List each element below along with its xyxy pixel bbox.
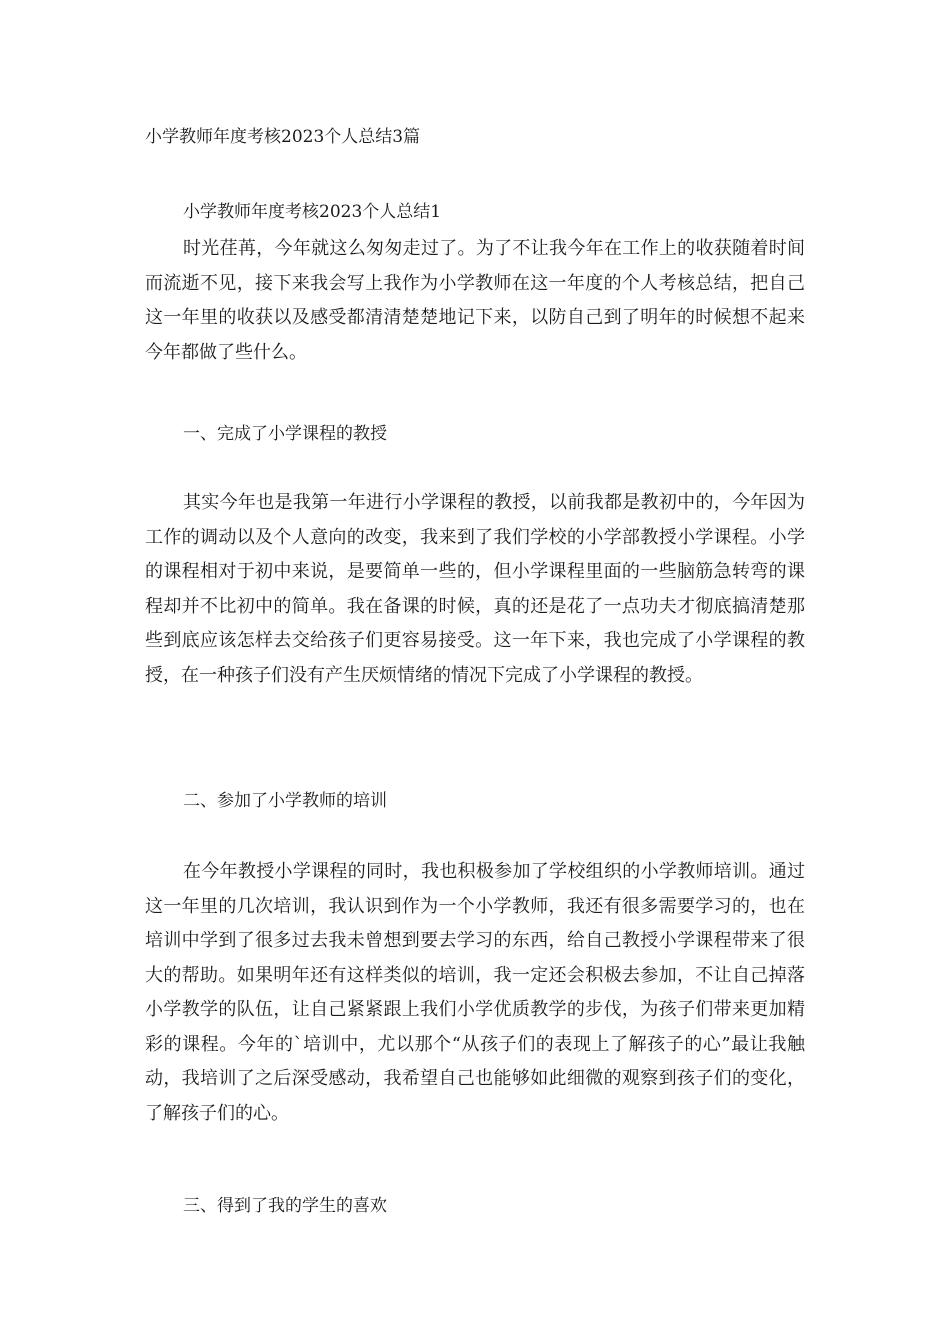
section-heading-1: 一、完成了小学课程的教授	[183, 424, 387, 444]
section-heading-3: 三、得到了我的学生的喜欢	[183, 1196, 387, 1216]
document-title: 小学教师年度考核2023个人总结3篇	[145, 127, 421, 147]
document-subtitle: 小学教师年度考核2023个人总结1	[183, 202, 442, 222]
section-body-1: 其实今年也是我第一年进行小学课程的教授，以前我都是教初中的，今年因为工作的调动以及个人意向的改变，我来到了我们学校的小学部教授小学课程。小学的课程相对于初中来说，是要简单一些的，但小学课程里面的一些脑筋急转弯的课程却并不比初中的简单。我在备课的时候，真的还是花了一点功夫才彻底搞清楚那些到底应该怎样去交给孩子们更容易接受。这一年下来，我也完成了小学课程的教授，在一种孩子们没有产生厌烦情绪的情况下完成了小学课程的教授。	[145, 492, 805, 686]
intro-paragraph: 时光荏苒，今年就这么匆匆走过了。为了不让我今年在工作上的收获随着时间而流逝不见，接下来我会写上我作为小学教师在这一年度的个人考核总结，把自己这一年里的收获以及感受都清清楚楚地记下来，以防自己到了明年的时候想不起来今年都做了些什么。	[145, 238, 805, 363]
section-body-2: 在今年教授小学课程的同时，我也积极参加了学校组织的小学教师培训。通过这一年里的几次培训，我认识到作为一个小学教师，我还有很多需要学习的，也在培训中学到了很多过去我未曾想到要去学习的东西，给自己教授小学课程带来了很大的帮助。如果明年还有这样类似的培训，我一定还会积极去参加，不让自己掉落小学教学的队伍，让自己紧紧跟上我们小学优质教学的步伐，为孩子们带来更加精彩的课程。今年的`培训中，尤以那个“从孩子们的表现上了解孩子的心”最让我触动，我培训了之后深受感动，我希望自己也能够如此细微的观察到孩子们的变化，了解孩子们的心。	[145, 861, 805, 1124]
section-heading-2: 二、参加了小学教师的培训	[183, 791, 387, 811]
